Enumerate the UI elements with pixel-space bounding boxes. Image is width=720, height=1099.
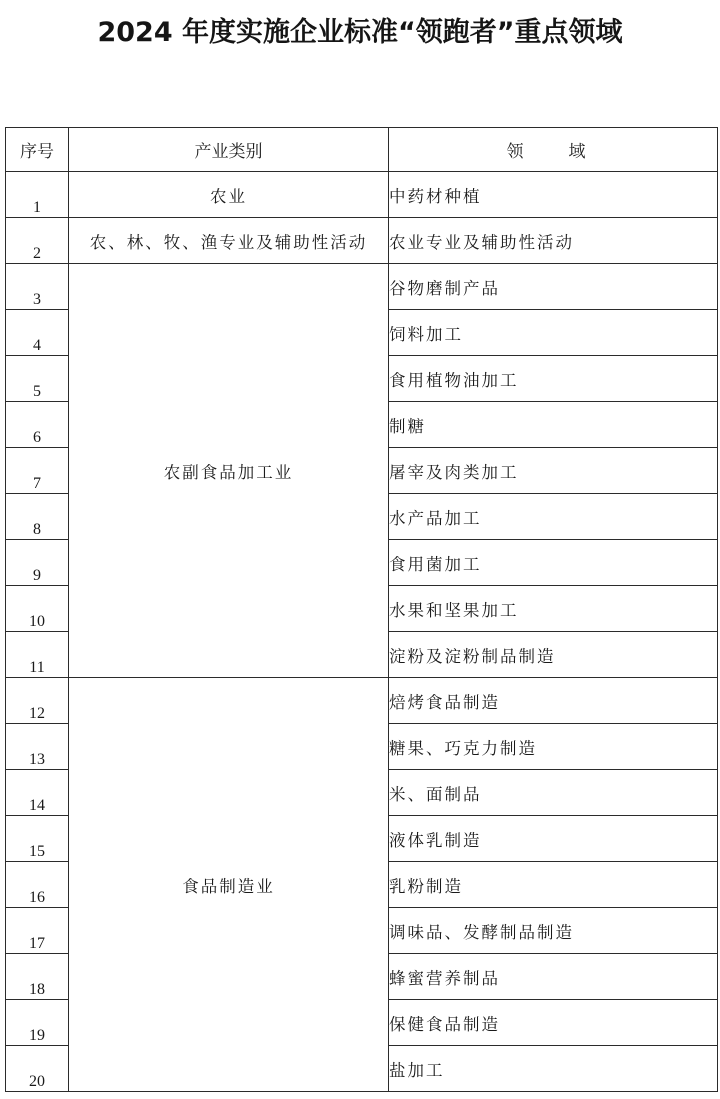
row-index: 11 bbox=[6, 632, 69, 678]
row-index: 13 bbox=[6, 724, 69, 770]
row-domain: 制糖 bbox=[389, 402, 718, 448]
row-index: 15 bbox=[6, 816, 69, 862]
row-domain: 谷物磨制产品 bbox=[389, 264, 718, 310]
row-domain: 保健食品制造 bbox=[389, 1000, 718, 1046]
industry-category: 农、林、牧、渔专业及辅助性活动 bbox=[69, 218, 389, 264]
row-index: 6 bbox=[6, 402, 69, 448]
header-category: 产业类别 bbox=[69, 128, 389, 172]
key-areas-table bbox=[5, 127, 718, 1092]
industry-category: 农业 bbox=[69, 172, 389, 218]
row-index: 1 bbox=[6, 172, 69, 218]
row-domain: 乳粉制造 bbox=[389, 862, 718, 908]
row-domain: 食用植物油加工 bbox=[389, 356, 718, 402]
row-index: 9 bbox=[6, 540, 69, 586]
row-domain: 食用菌加工 bbox=[389, 540, 718, 586]
row-index: 16 bbox=[6, 862, 69, 908]
row-domain: 焙烤食品制造 bbox=[389, 678, 718, 724]
row-domain: 屠宰及肉类加工 bbox=[389, 448, 718, 494]
table-row bbox=[6, 678, 718, 724]
document-title: 2024 年度实施企业标准“领跑者”重点领域 bbox=[97, 17, 623, 48]
row-index: 17 bbox=[6, 908, 69, 954]
row-index: 20 bbox=[6, 1046, 69, 1092]
industry-category: 食品制造业 bbox=[69, 678, 389, 1092]
row-index: 12 bbox=[6, 678, 69, 724]
header-domain-label: 领 域 bbox=[506, 142, 600, 162]
table-row bbox=[6, 218, 718, 264]
row-domain: 蜂蜜营养制品 bbox=[389, 954, 718, 1000]
table-header-row bbox=[6, 128, 718, 172]
row-domain: 中药材种植 bbox=[389, 172, 718, 218]
row-index: 2 bbox=[6, 218, 69, 264]
table-body bbox=[6, 172, 718, 1092]
row-domain: 液体乳制造 bbox=[389, 816, 718, 862]
header-index: 序号 bbox=[6, 128, 69, 172]
row-domain: 水果和坚果加工 bbox=[389, 586, 718, 632]
row-index: 8 bbox=[6, 494, 69, 540]
row-domain: 糖果、巧克力制造 bbox=[389, 724, 718, 770]
table-row bbox=[6, 172, 718, 218]
row-index: 4 bbox=[6, 310, 69, 356]
row-index: 19 bbox=[6, 1000, 69, 1046]
row-domain: 农业专业及辅助性活动 bbox=[389, 218, 718, 264]
row-domain: 调味品、发酵制品制造 bbox=[389, 908, 718, 954]
row-domain: 米、面制品 bbox=[389, 770, 718, 816]
row-domain: 饲料加工 bbox=[389, 310, 718, 356]
header-domain bbox=[389, 128, 718, 172]
row-domain: 淀粉及淀粉制品制造 bbox=[389, 632, 718, 678]
row-index: 10 bbox=[6, 586, 69, 632]
row-index: 7 bbox=[6, 448, 69, 494]
row-index: 3 bbox=[6, 264, 69, 310]
row-index: 18 bbox=[6, 954, 69, 1000]
table-row bbox=[6, 264, 718, 310]
row-domain: 水产品加工 bbox=[389, 494, 718, 540]
row-domain: 盐加工 bbox=[389, 1046, 718, 1092]
industry-category: 农副食品加工业 bbox=[69, 264, 389, 678]
row-index: 5 bbox=[6, 356, 69, 402]
row-index: 14 bbox=[6, 770, 69, 816]
